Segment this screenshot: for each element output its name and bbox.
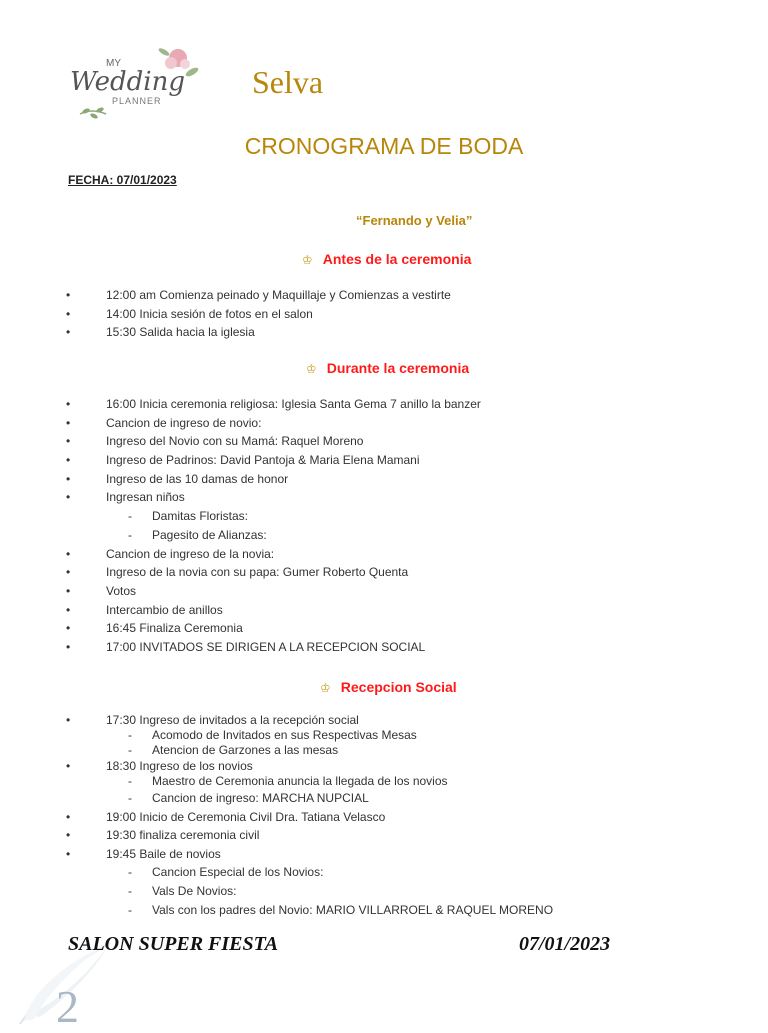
section-heading-antes-label: Antes de la ceremonia [322,251,472,267]
list-item: • Ingreso de las 10 damas de honor [0,470,481,489]
sub-list-item: - Acomodo de Invitados en sus Respectivas Mesas [0,728,553,743]
list-item: • Ingreso de Padrinos: David Pantoja & Maria Elena Mamani [0,451,481,470]
document-title: CRONOGRAMA DE BODA [244,133,524,159]
venue-name: SALON SUPER FIESTA [68,933,279,955]
logo-line-my: MY [106,58,121,69]
list-item: • Cancion de ingreso de la novia: [0,545,481,564]
leaf-branch-icon [80,106,106,119]
list-recepcion [0,713,553,919]
couple-names: “Fernando y Velia” [356,213,473,228]
sub-list-item: - Damitas Floristas: [0,507,481,526]
crown-ornament-icon: ♔ [320,681,331,695]
sub-list-item: - Vals De Novios: [0,882,553,901]
list-item: • 16:00 Inicia ceremonia religiosa: Iglesia Santa Gema 7 anillo la banzer [0,395,481,414]
crown-ornament-icon: ♔ [302,253,313,267]
list-item: • Ingresan niños [0,488,481,507]
section-heading-antes [302,251,471,267]
list-item: • 16:45 Finaliza Ceremonia [0,619,481,638]
list-item: • Intercambio de anillos [0,601,481,620]
list-item: • 19:45 Baile de novios [0,845,553,864]
wedding-planner-logo [66,44,206,124]
section-heading-recepcion-label: Recepcion Social [340,679,457,695]
sub-list-item: - Maestro de Ceremonia anuncia la llegada de los novios [0,774,553,789]
list-durante [0,395,481,657]
sub-list-item: - Vals con los padres del Novio: MARIO VILLARROEL & RAQUEL MORENO [0,901,553,920]
list-item: • 17:30 Ingreso de invitados a la recepción social [0,713,553,728]
section-heading-durante [306,360,469,376]
logo-line-wedding: Wedding [70,67,185,97]
date-label: FECHA: 07/01/2023 [68,173,177,187]
section-heading-recepcion [320,679,457,695]
logo-line-planner: PLANNER [112,96,162,106]
section-heading-durante-label: Durante la ceremonia [326,360,470,376]
list-item: • Votos [0,582,481,601]
list-item: • 12:00 am Comienza peinado y Maquillaje y Comienzas a vestirte [0,286,451,305]
list-item: • 17:00 INVITADOS SE DIRIGEN A LA RECEPCION SOCIAL [0,638,481,657]
list-item: • 18:30 Ingreso de los novios [0,759,553,774]
sub-list-item: - Atencion de Garzones a las mesas [0,743,553,758]
sub-list-item: - Cancion de ingreso: MARCHA NUPCIAL [0,789,553,808]
sub-list-item: - Cancion Especial de los Novios: [0,863,553,882]
footer-date: 07/01/2023 [519,933,611,955]
list-item: • Ingreso de la novia con su papa: Gumer Roberto Quenta [0,563,481,582]
sub-list-item: - Pagesito de Alianzas: [0,526,481,545]
list-item: • Cancion de ingreso de novio: [0,414,481,433]
list-item: • 19:30 finaliza ceremonia civil [0,826,553,845]
list-antes [0,286,451,342]
list-item: • 19:00 Inicio de Ceremonia Civil Dra. Tatiana Velasco [0,808,553,827]
brand-name: Selva [252,64,324,100]
list-item: • 14:00 Inicia sesión de fotos en el salon [0,305,451,324]
crown-ornament-icon: ♔ [306,362,317,376]
list-item: • Ingreso del Novio con su Mamá: Raquel Moreno [0,432,481,451]
list-item: • 15:30 Salida hacia la iglesia [0,323,451,342]
page-number: 2 [56,981,79,1032]
